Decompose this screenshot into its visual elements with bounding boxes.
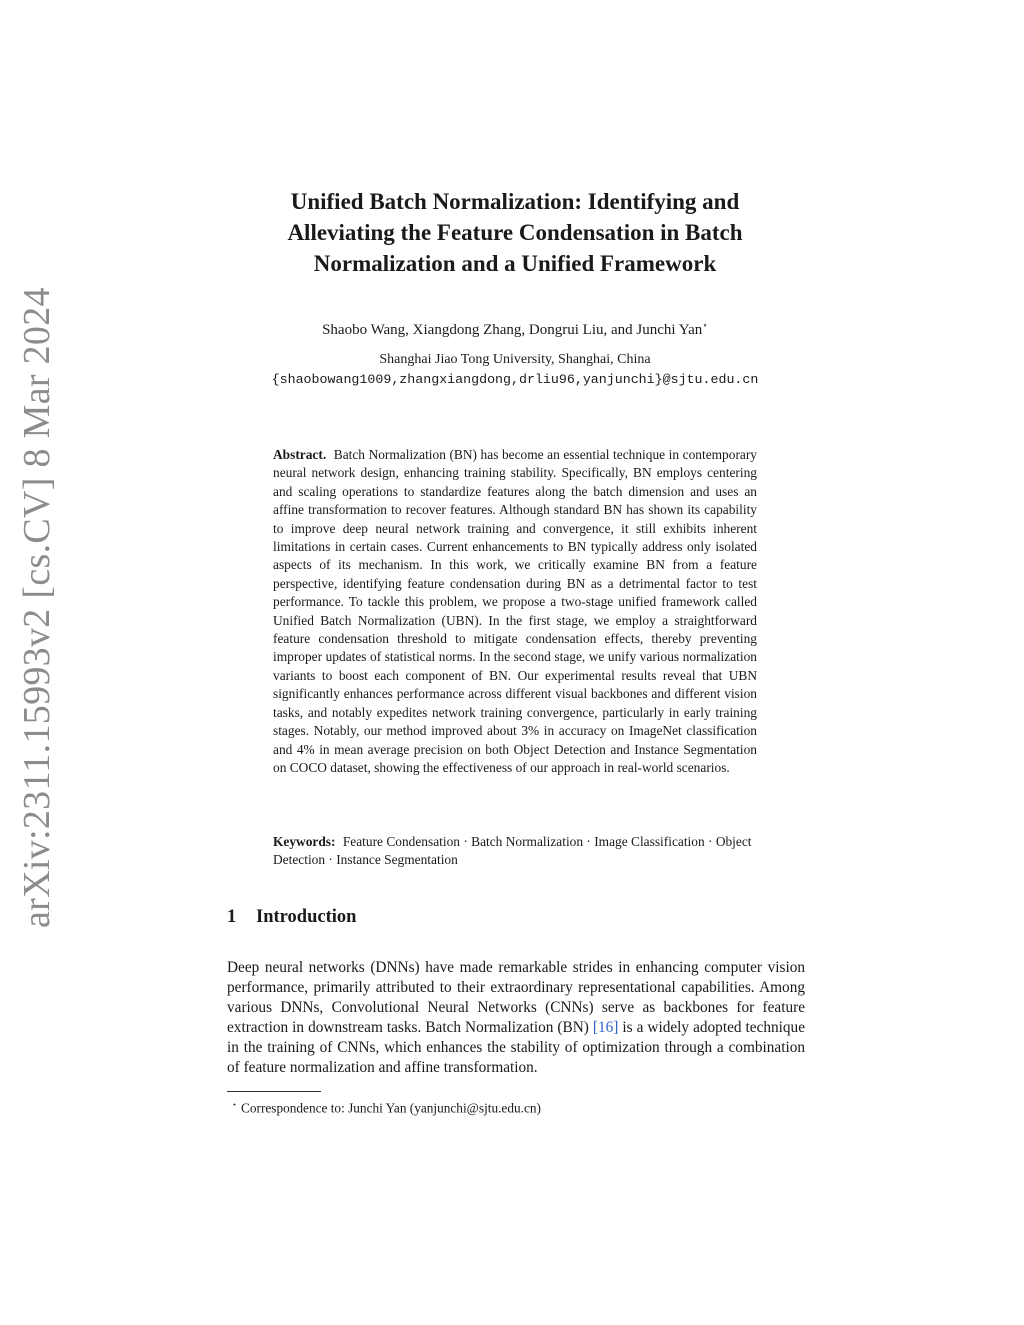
abstract-label: Abstract. [273, 447, 327, 462]
arxiv-identifier-stamp: arXiv:2311.15993v2 [cs.CV] 8 Mar 2024 [16, 287, 58, 928]
introduction-paragraph [227, 958, 805, 1078]
intro-text-before-citation: Deep neural networks (DNNs) have made remarkable strides in enhancing computer vision performance, primarily attributed to their extraordinary representational capabilities. Among various DNNs, Convolutional Neural Networks (CNNs) serve as backbones for feature extraction in downstream tasks. Batch Normalization (BN) [227, 959, 805, 1036]
citation-link[interactable]: [16] [592, 1019, 619, 1036]
title-line-3: Normalization and a Unified Framework [313, 251, 717, 276]
footnote-text: Correspondence to: Junchi Yan (yanjunchi@sjtu.edu.cn) [241, 1100, 541, 1116]
author-list [240, 315, 790, 340]
title-line-1: Unified Batch Normalization: Identifying and [290, 189, 740, 214]
author-names: Shaobo Wang, Xiangdong Zhang, Dongrui Liu, and Junchi Yan [322, 322, 703, 338]
affiliation-block [200, 350, 830, 390]
section-title: Introduction [256, 907, 357, 927]
abstract-text: Batch Normalization (BN) has become an essential technique in contemporary neural network design, enhancing training stability. Specifically, BN employs centering and scaling operations to standardize features along the batch dimension and uses an affine transformation to recover features. Although standard BN has shown its capability to improve deep neural network training and convergence, it still exhibits inherent limitations in certain cases. Current enhancements to BN typically address only isolated aspects of its mechanism. In this work, we critically examine BN from a feature perspective, identifying feature condensation during BN as a detrimental factor to test performance. To tackle this problem, we propose a two-stage unified framework called Unified Batch Normalization (UBN). In the first stage, we employ a straightforward feature condensation threshold to mitigate condensation effects, thereby preventing improper updates of statistical norms. In the second stage, we unify various normalization variants to boost each component of BN. Our experimental results reveal that UBN significantly enhances performance across different visual backbones and different vision tasks, and notably expedites network training convergence, particularly in early training stages. Notably, our method improved about 3% in accuracy on ImageNet classification and 4% in mean average precision on both Object Detection and Instance Segmentation on COCO dataset, showing the effectiveness of our approach in real-world scenarios. [273, 447, 757, 775]
paper-title [240, 186, 790, 279]
intro-text-after-citation: is a widely adopted technique in the training of CNNs, which enhances the stability of optimization through a combination of feature normalization and affine transformation. [227, 1019, 805, 1076]
keywords-text: Feature Condensation · Batch Normalization · Image Classification · Object Detection · Instance Segmentation [273, 834, 752, 868]
footnote [232, 1096, 541, 1117]
keywords [273, 833, 757, 870]
title-line-2: Alleviating the Feature Condensation in Batch [287, 220, 743, 245]
keywords-label: Keywords: [273, 834, 336, 849]
footnote-mark: ⋆ [232, 1100, 238, 1109]
institution: Shanghai Jiao Tong University, Shanghai, China [379, 352, 651, 367]
abstract [273, 446, 757, 777]
footnote-divider [227, 1091, 321, 1092]
corresponding-author-mark: ⋆ [702, 320, 708, 330]
section-number: 1 [227, 907, 237, 927]
section-heading-introduction [227, 907, 356, 928]
author-emails: {shaobowang1009,zhangxiangdong,drliu96,yanjunchi}@sjtu.edu.cn [271, 372, 759, 387]
